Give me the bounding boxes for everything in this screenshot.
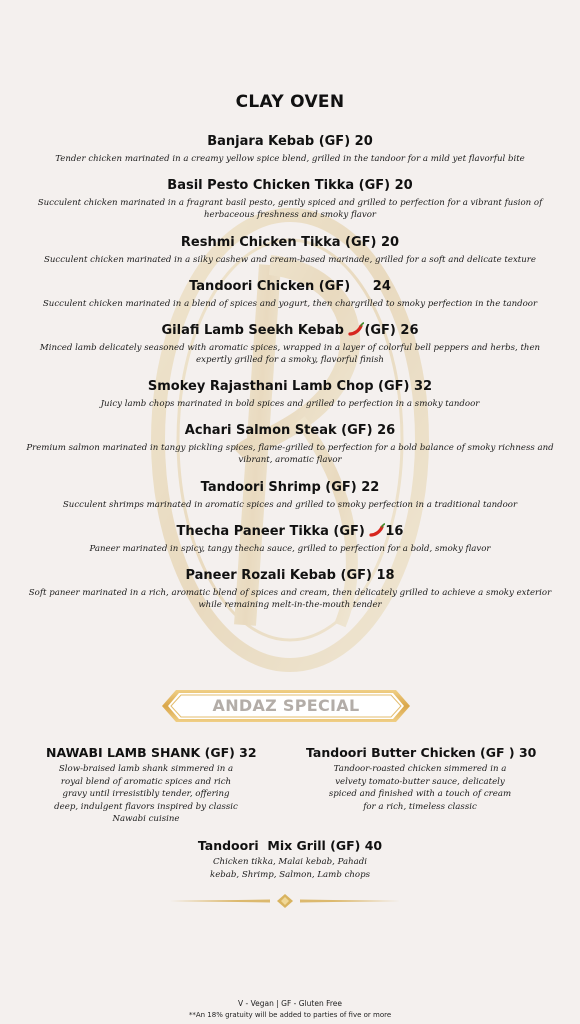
menu-item — [14, 479, 566, 511]
special-item — [306, 744, 537, 813]
item-description: Tender chicken marinated in a creamy yellow spice blend, grilled in the tandoor for a mild yet flavorful bite — [55, 154, 525, 164]
item-description: Premium salmon marinated in tangy pickling spices, flame-grilled to perfection for a bold balance of smoky richness and vibrant, aromatic flavor — [26, 443, 554, 465]
special-item — [46, 744, 257, 826]
footer-legend: V - Vegan | GF - Gluten Free — [237, 999, 343, 1008]
special-banner-title: ANDAZ SPECIAL — [212, 696, 360, 715]
menu-item — [14, 234, 566, 266]
item-description: Chicken tikka, Malai kebab, Pahadi kebab, Shrimp, Salmon, Lamb chops — [210, 857, 370, 880]
section-title: CLAY OVEN — [235, 92, 345, 112]
menu-item — [14, 322, 566, 366]
item-name: Tandoori Mix Grill (GF) 40 — [197, 838, 383, 853]
item-name: NAWABI LAMB SHANK (GF) 32 — [46, 745, 257, 760]
item-description: Succulent chicken marinated in a blend of spices and yogurt, then chargrilled to smoky perfection in the tandoor — [42, 299, 538, 309]
item-name: Tandoori Butter Chicken (GF ) 30 — [306, 745, 537, 760]
item-name: Paneer Rozali Kebab (GF) 18 — [185, 568, 395, 583]
item-name-part: Gilafi Lamb Seekh Kebab — [161, 323, 349, 338]
item-name-part: Thecha Paneer Tikka (GF) — [176, 524, 370, 539]
item-description: Soft paneer marinated in a rich, aromatic blend of spices and cream, then delicately grilled to achieve a smoky exterior while remaining melt-in-the-mouth tender — [28, 588, 552, 610]
menu-item — [14, 278, 566, 310]
menu-item — [14, 422, 566, 466]
item-name-part: (GF) 26 — [364, 323, 419, 338]
item-name — [14, 523, 566, 540]
item-name: Smokey Rajasthani Lamb Chop (GF) 32 — [147, 379, 433, 394]
item-name: Achari Salmon Steak (GF) 26 — [184, 423, 396, 438]
item-description: Succulent chicken marinated in a fragrant basil pesto, gently spiced and grilled to perfection for a vibrant fusion of herbaceous freshness and smoky flavor — [37, 198, 543, 220]
item-description: Succulent chicken marinated in a silky cashew and cream-based marinade, grilled for a soft and delicate texture — [44, 255, 536, 265]
item-description: Minced lamb delicately seasoned with aromatic spices, wrapped in a layer of colorful bell peppers and herbs, then expertly grilled for a smoky, flavorful finish — [39, 343, 541, 365]
item-name: Tandoori Shrimp (GF) 22 — [200, 480, 380, 495]
diamond-divider — [170, 894, 400, 908]
item-description: Juicy lamb chops marinated in bold spices and grilled to perfection in a smoky tandoor — [100, 399, 480, 409]
item-description: Tandoor-roasted chicken simmered in a velvety tomato-butter sauce, delicately spiced and finished with a touch of cream for a rich, timeless classic — [328, 764, 512, 812]
menu-item — [14, 378, 566, 410]
chili-pepper-icon — [348, 322, 364, 336]
item-name: Reshmi Chicken Tikka (GF) 20 — [180, 235, 400, 250]
special-item — [190, 837, 390, 881]
item-name: Tandoori Chicken (GF) 24 — [189, 279, 391, 294]
item-description: Paneer marinated in spicy, tangy thecha sauce, grilled to perfection for a bold, smoky flavor — [89, 544, 491, 554]
menu-item — [14, 177, 566, 221]
item-description: Slow-braised lamb shank simmered in a royal blend of aromatic spices and rich gravy until irresistibly tender, offering deep, indulgent flavors inspired by classic Nawabi cuisine — [54, 764, 238, 824]
item-name: Banjara Kebab (GF) 20 — [207, 134, 373, 149]
item-description: Succulent shrimps marinated in aromatic spices and grilled to smoky perfection in a traditional tandoor — [62, 500, 518, 510]
item-name — [14, 322, 566, 339]
menu-item — [14, 567, 566, 611]
chili-pepper-icon — [369, 523, 385, 537]
gratuity-note: **An 18% gratuity will be added to parties of five or more — [188, 1011, 392, 1019]
item-name-part: 16 — [385, 524, 404, 539]
menu-item — [14, 133, 566, 165]
item-name: Basil Pesto Chicken Tikka (GF) 20 — [167, 178, 413, 193]
menu-item — [14, 523, 566, 555]
